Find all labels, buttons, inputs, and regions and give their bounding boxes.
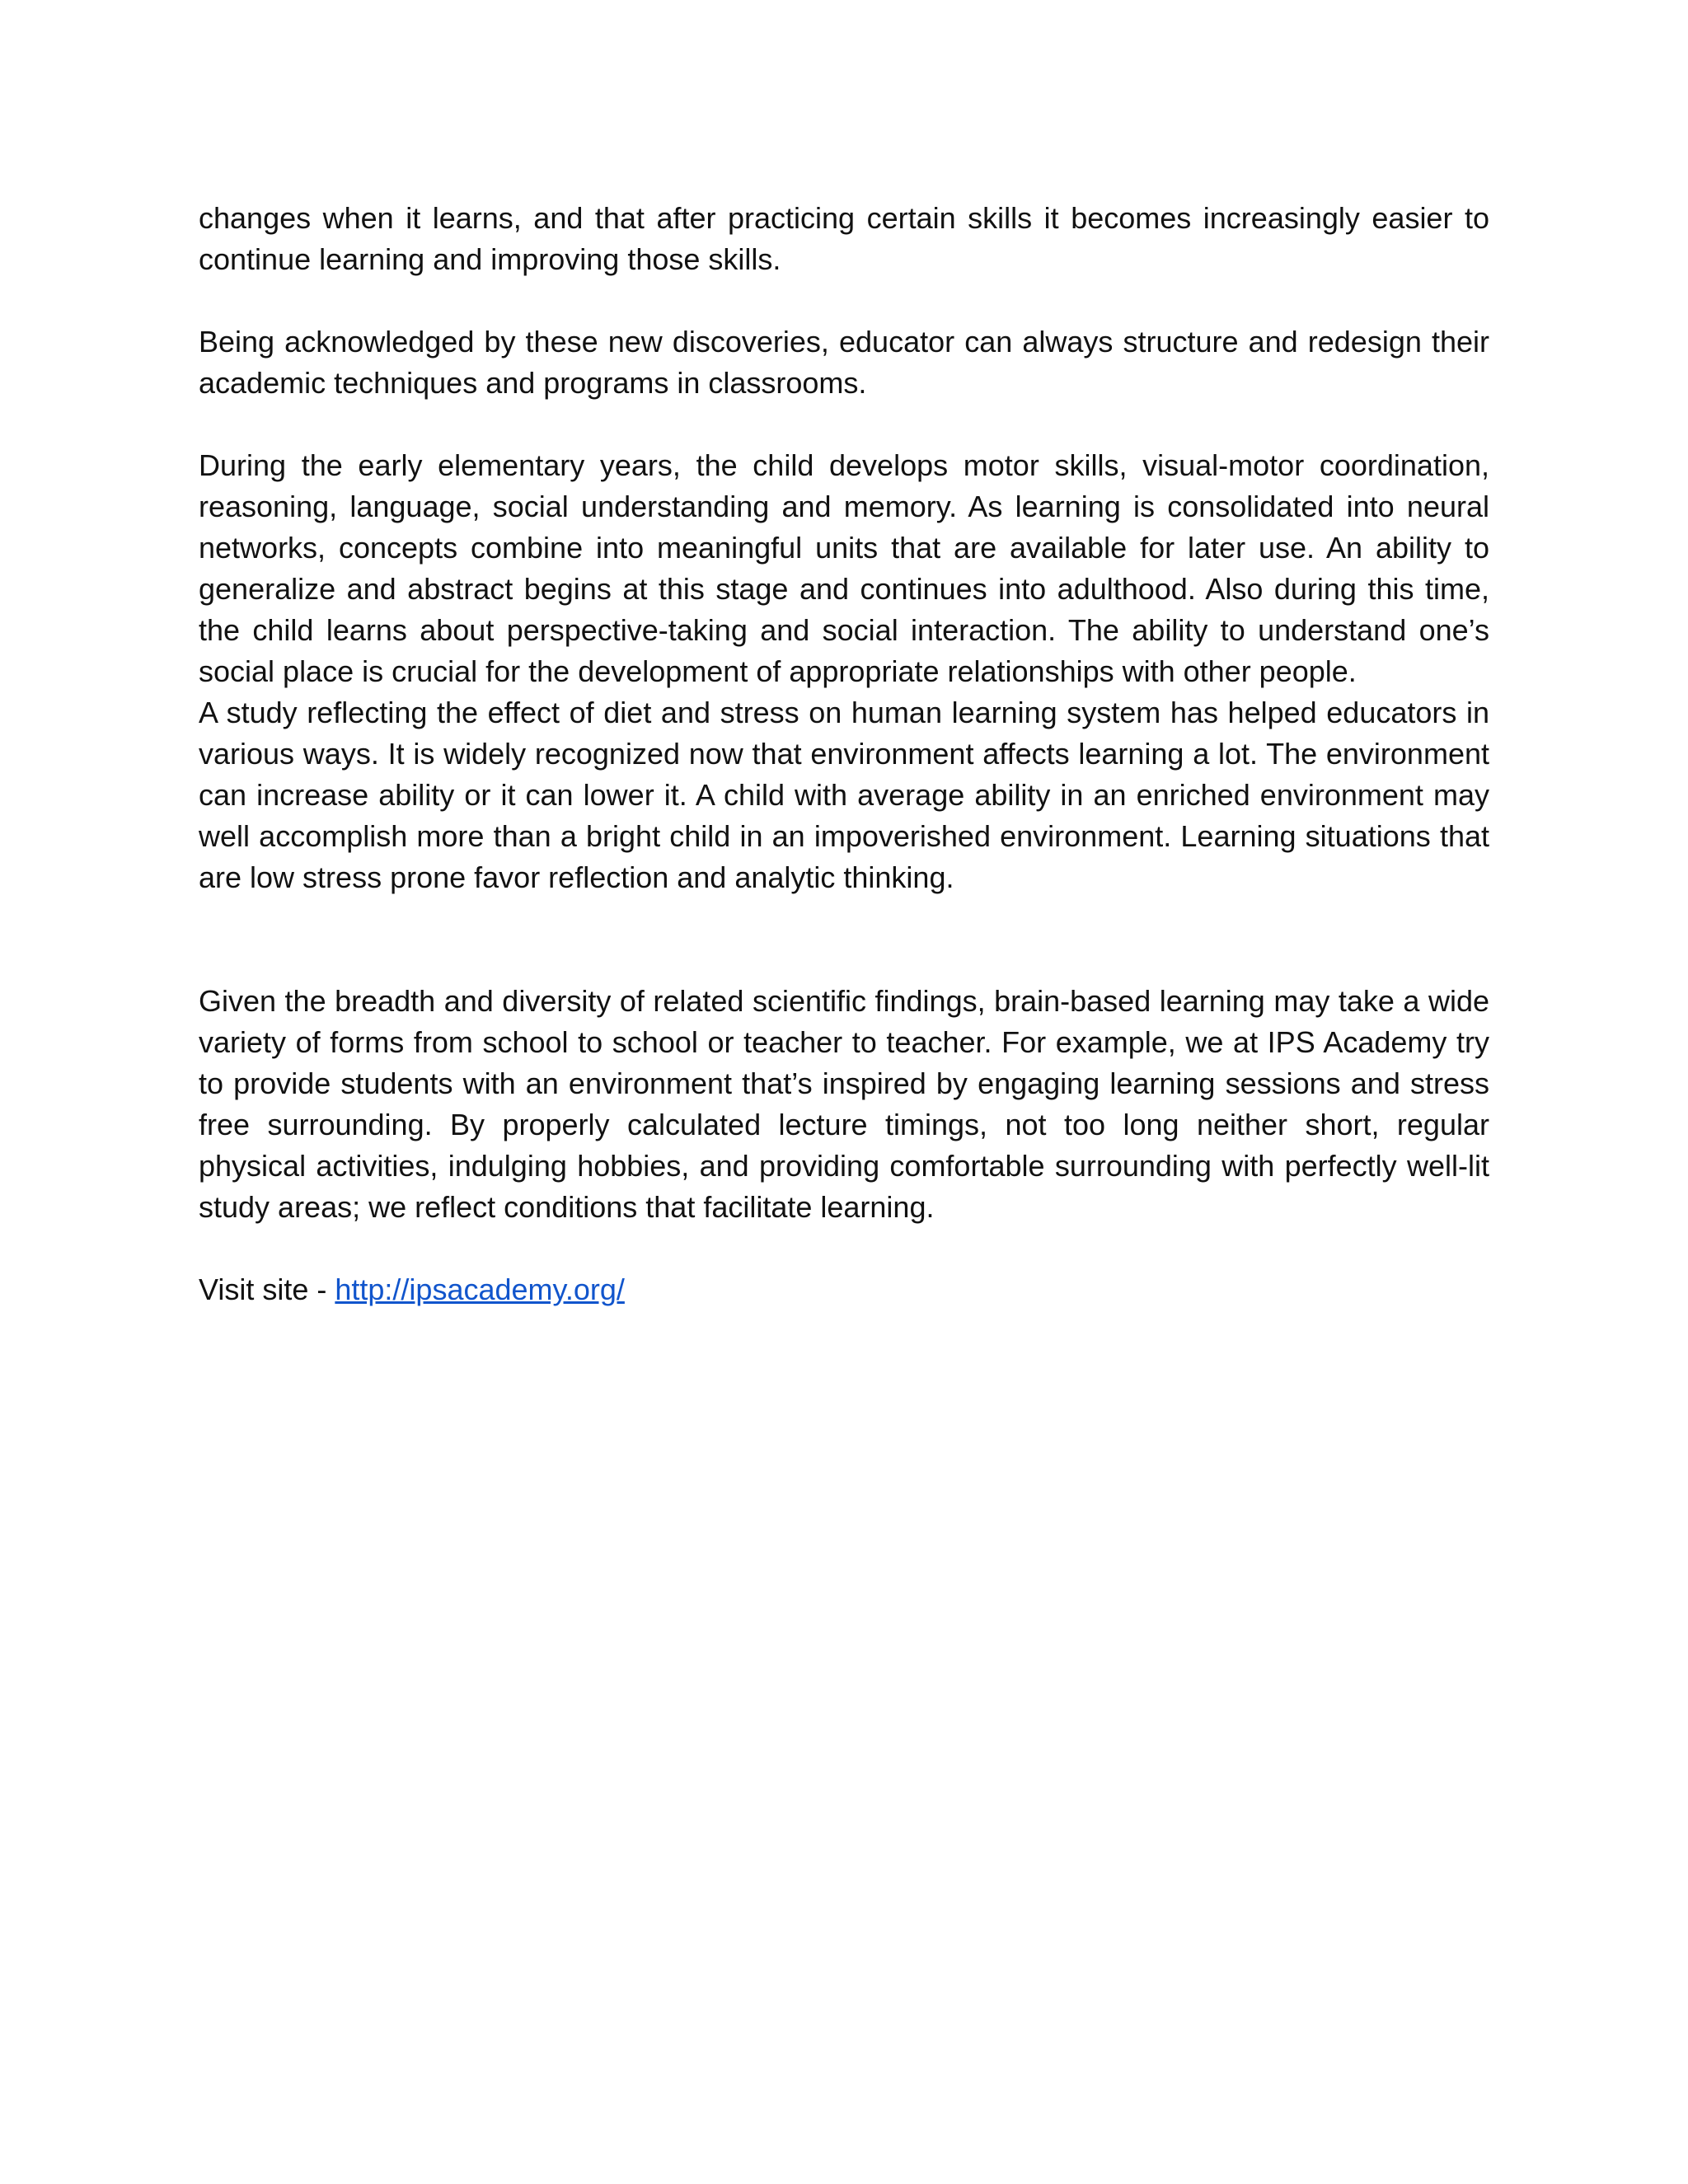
visit-site-label: Visit site -: [199, 1272, 335, 1306]
ipsacademy-link[interactable]: http://ipsacademy.org/: [335, 1272, 625, 1306]
paragraph-brain-based-learning: Given the breadth and diversity of related scientific findings, brain-based learning may take a wide variety of forms from school to school or teacher to teacher. For example, we at IPS Academy try to provide students with an environment that’s inspired by engaging learning sessions and stress free surrounding. By properly calculated lecture timings, not too long neither short, regular physical activities, indulging hobbies, and providing comfortable surrounding with perfectly well-lit study areas; we reflect conditions that facilitate learning.: [199, 984, 1489, 1224]
paragraph-learning-changes: changes when it learns, and that after practicing certain skills it becomes increasingly easier to continue learning and improving those skills.: [199, 201, 1489, 276]
paragraph-educator-techniques: Being acknowledged by these new discoveries, educator can always structure and redesign their academic techniques and programs in classrooms.: [199, 325, 1489, 400]
paragraph-spacer: [199, 404, 1489, 445]
paragraph-diet-stress-study: A study reflecting the effect of diet and stress on human learning system has helped educators in various ways. It is widely recognized now that environment affects learning a lot. The environment can increase ability or it can lower it. A child with average ability in an enriched environment may well accomplish more than a bright child in an impoverished environment. Learning situations that are low stress prone favor reflection and analytic thinking.: [199, 696, 1489, 894]
paragraph-spacer: [199, 280, 1489, 321]
paragraph-elementary-years: During the early elementary years, the child develops motor skills, visual-motor coordination, reasoning, language, social understanding and memory. As learning is consolidated into neural networks, concepts combine into meaningful units that are available for later use. An ability to generalize and abstract begins at this stage and continues into adulthood. Also during this time, the child learns about perspective-taking and social interaction. The ability to understand one’s social place is crucial for the development of appropriate relationships with other people.: [199, 448, 1489, 688]
document-body: [199, 198, 1489, 1310]
visit-site-line: [199, 1269, 1489, 1310]
paragraph-spacer: [199, 1228, 1489, 1269]
paragraph-spacer: [199, 898, 1489, 981]
